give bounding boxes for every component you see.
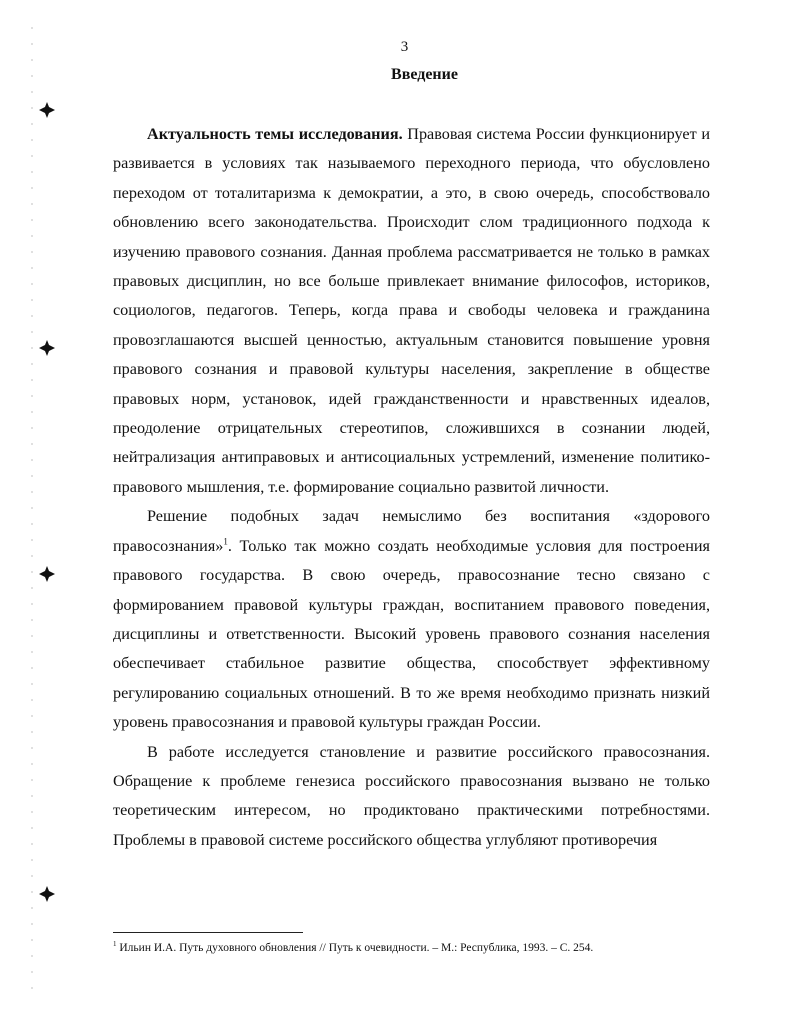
binding-hole-mark-icon: [39, 566, 55, 582]
footnote-number: 1: [113, 940, 117, 949]
paragraph-legal-consciousness: [113, 502, 710, 737]
paragraph-text: В работе исследуется становление и развитие российского правосознания. Обращение к проблеме генезиса российского правосознания вызвано не только теоретическим интересом, но продиктовано практическими потребностями. Проблемы в правовой системе российского общества углубляют противоречия: [113, 742, 710, 849]
paragraph-relevance: [113, 120, 710, 502]
scan-edge-dots: [30, 20, 34, 990]
footnote-ref[interactable]: 1: [223, 536, 228, 547]
paragraph-text: . Только так можно создать необходимые условия для построения правового государства. В свою очередь, правосознание тесно связано с формированием правовой культуры граждан, воспитанием правового поведения, дисциплины и ответственности. Высокий уровень правового сознания населения обеспечивает стабильное развитие общества, способствует эффективному регулированию социальных отношений. В то же время необходимо признать низкий уровень правосознания и правовой культуры граждан России.: [113, 536, 710, 732]
paragraph-research: [113, 738, 710, 856]
body-text: [113, 120, 710, 855]
binding-hole-mark-icon: [39, 340, 55, 356]
page-number: 3: [400, 39, 409, 55]
paragraph-text: Решение подобных задач немыслимо без воспитания «здорового правосознания»: [113, 507, 710, 555]
relevance-lead: Актуальность темы исследования.: [147, 125, 403, 143]
binding-hole-mark-icon: [39, 102, 55, 118]
footnote-text: Ильин И.А. Путь духовного обновления // Путь к очевидности. – М.: Республика, 1993. – С. 254.: [119, 942, 594, 954]
footnote-divider: [113, 932, 303, 933]
page-heading: Введение: [391, 66, 458, 83]
binding-hole-mark-icon: [39, 886, 55, 902]
paragraph-text: Правовая система России функционирует и развивается в условиях так называемого переходного периода, что обусловлено переходом от тоталитаризма к демократии, а это, в свою очередь, способствовало обновлению всего законодательства. Происходит слом традиционного подхода к изучению правового сознания. Данная проблема рассматривается не только в рамках правовых дисциплин, но все больше привлекает внимание философов, историков, социологов, педагогов. Теперь, когда права и свободы человека и гражданина провозглашаются высшей ценностью, актуальным становится повышение уровня правового сознания и правовой культуры населения, закрепление в обществе правовых норм, установок, идей гражданственности и нравственных идеалов, преодоление отрицательных стереотипов, сложившихся в сознании людей, нейтрализация антиправовых и антисоциальных устремлений, изменение политико-правового мышления, т.е. формирование социально развитой личности.: [113, 125, 710, 496]
footnote: [113, 941, 710, 955]
